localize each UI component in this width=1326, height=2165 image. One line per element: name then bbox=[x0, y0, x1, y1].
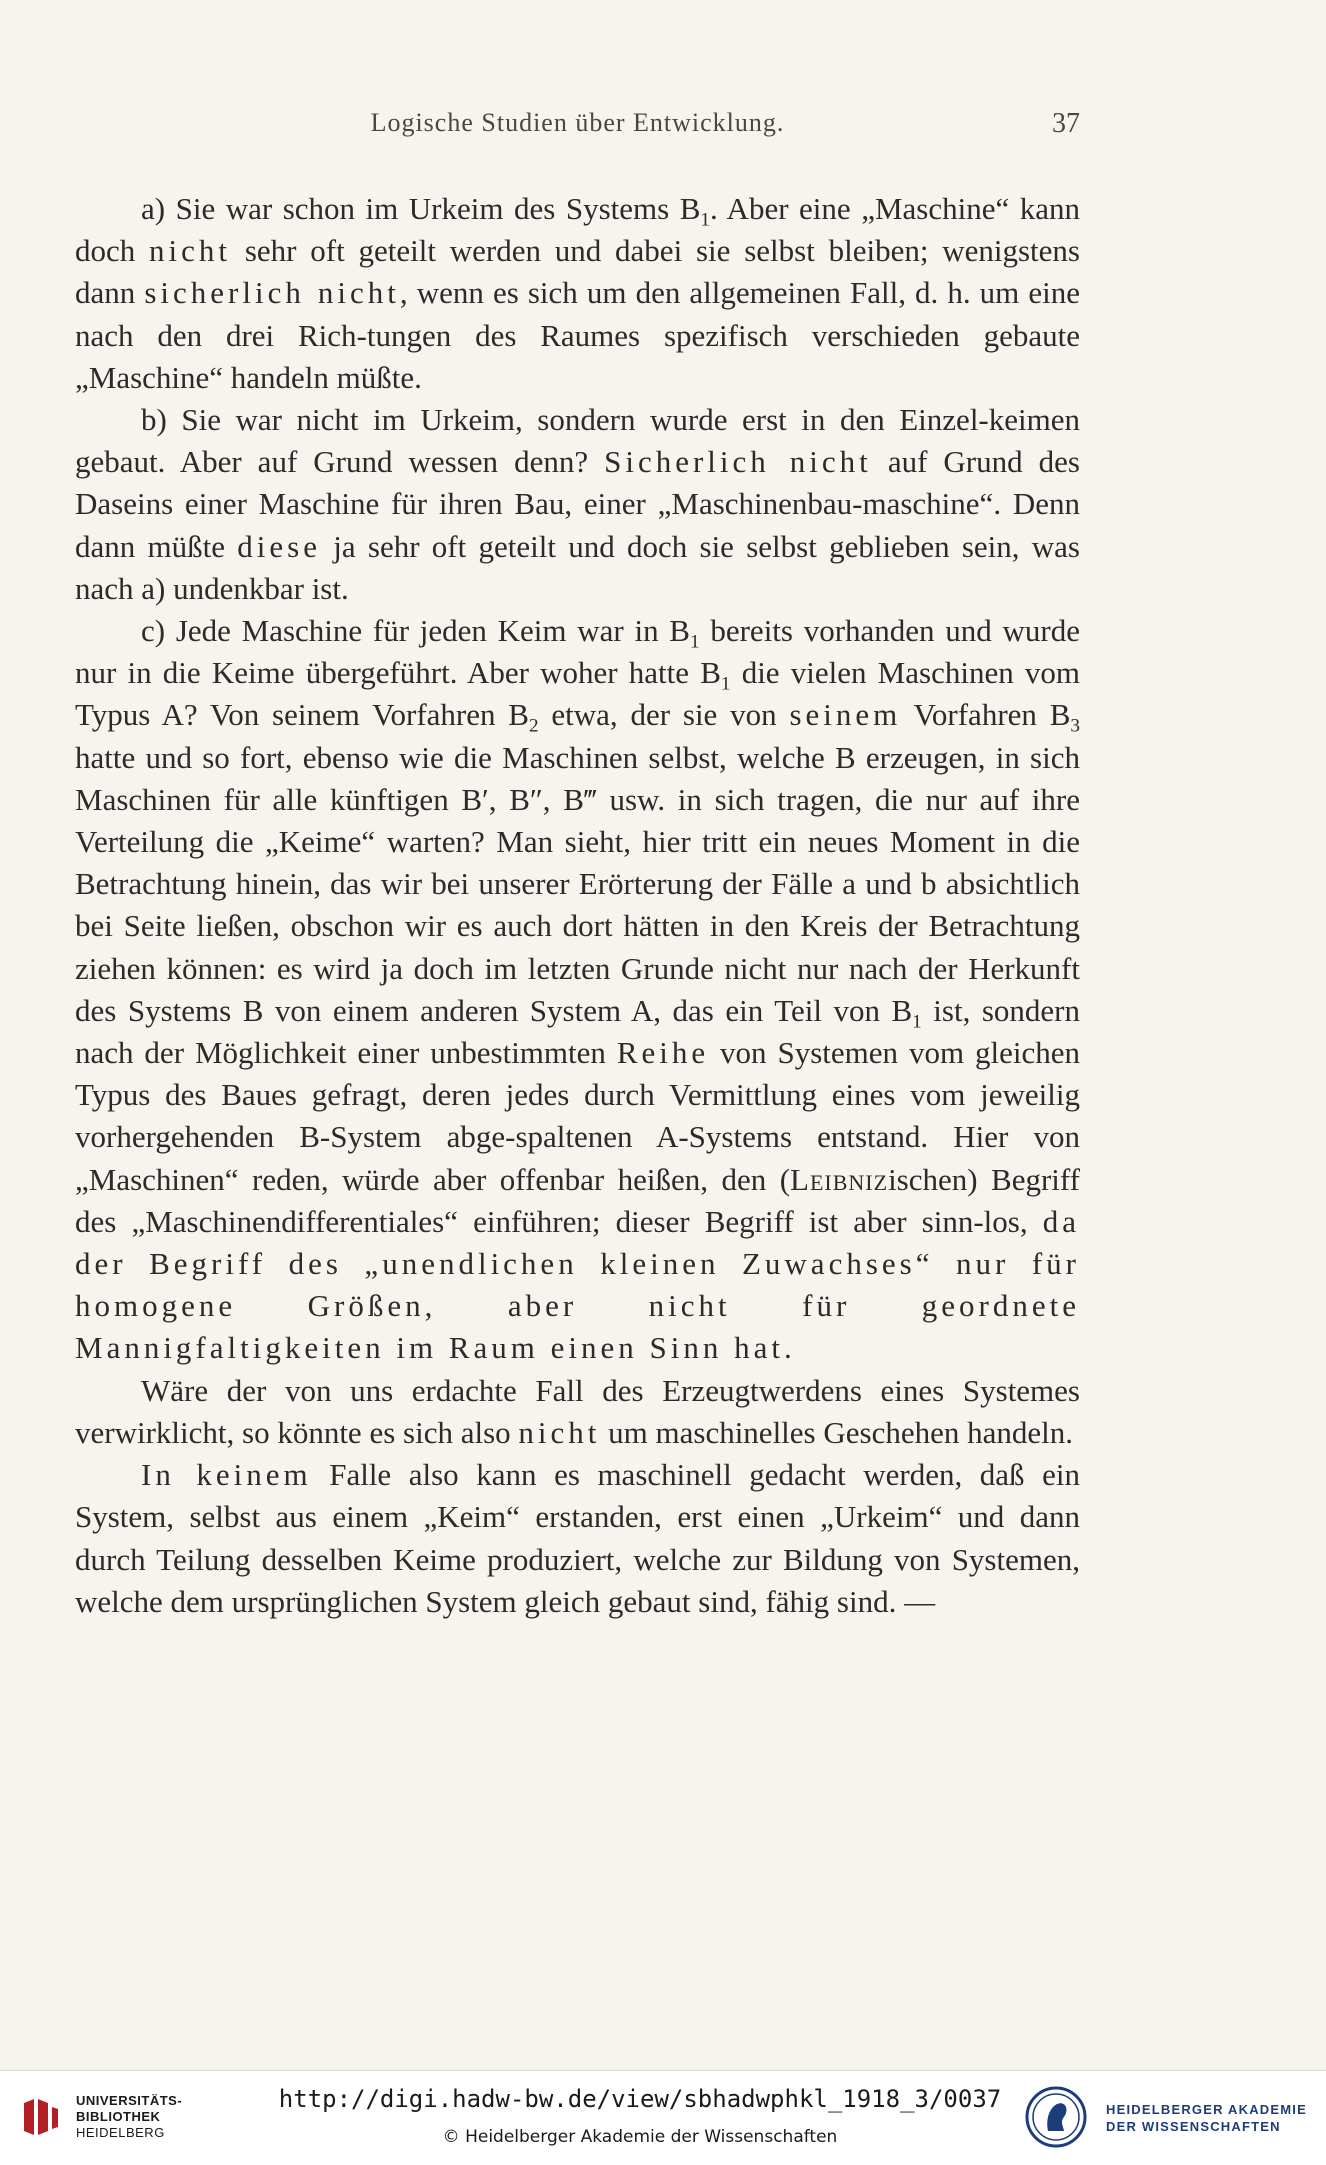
paragraph-d bbox=[75, 1370, 1080, 1454]
subscript: 3 bbox=[1070, 716, 1080, 738]
text-run: hatte und so fort, ebenso wie die Maschinen selbst, welche B erzeugen, in sich Maschinen für alle künftigen B′, B″, B‴ usw. in sich tragen, die nur auf ihre Verteilung die „Keime“ warten? Man sieht, hier tritt ein neues Moment in die Betrachtung hinein, das wir bei unserer Erörterung der Fälle a und b absichtlich bei Seite ließen, obschon wir es auch dort hätten in den Kreis der Betrachtung ziehen können: es wird ja doch im letzten Grunde nicht nur nach der Herkunft des Systems B von einem anderen System A, das ein Teil von B bbox=[75, 739, 1080, 1028]
academy-name bbox=[1106, 2101, 1307, 2135]
emphasis-spaced: seinem bbox=[789, 697, 902, 733]
text-run: b) Sie war nicht im Urkeim, sondern wurde erst in den Einzel-keimen gebaut. Aber auf Grund wessen denn? bbox=[75, 402, 1080, 480]
emphasis-spaced: Reihe bbox=[616, 1035, 710, 1071]
text-run: ischen) Begriff des „Maschinendifferentiales“ einführen; dieser Begriff ist aber sinn-los, bbox=[75, 1161, 1080, 1239]
emphasis-spaced: Sicherlich nicht bbox=[604, 444, 872, 480]
library-line-2: BIBLIOTHEK bbox=[76, 2109, 161, 2124]
library-line-1: UNIVERSITÄTS- bbox=[76, 2093, 183, 2108]
text-run: etwa, der sie von bbox=[538, 697, 790, 733]
emphasis-spaced: nicht bbox=[149, 233, 232, 269]
paragraph-b bbox=[75, 399, 1080, 610]
text-run: Vorfahren B bbox=[901, 697, 1071, 733]
page-header bbox=[75, 108, 1080, 148]
library-name bbox=[76, 2093, 182, 2141]
text-run: . Aber eine „Maschine“ kann doch bbox=[75, 191, 1080, 269]
permalink-url[interactable]: http://digi.hadw-bw.de/view/sbhadwphkl_1918_3/0037 bbox=[278, 2085, 1002, 2113]
academy-seal-icon bbox=[1024, 2085, 1088, 2149]
subscript: 1 bbox=[912, 1011, 922, 1033]
text-run: auf Grund des Daseins einer Maschine für ihren Bau, einer „Maschinenbau-maschine“. Denn dann müßte bbox=[75, 444, 1080, 564]
paragraph-e bbox=[75, 1454, 1080, 1623]
running-title: Logische Studien über Entwicklung. bbox=[370, 108, 785, 137]
text-run: ist, sondern nach der Möglichkeit einer unbestimmten bbox=[75, 992, 1080, 1071]
text-run: sehr oft geteilt werden und dabei sie selbst bleiben; wenigstens dann bbox=[75, 233, 1080, 311]
page-number: 37 bbox=[1052, 108, 1080, 139]
text-run: , wenn es sich um den allgemeinen Fall, d. h. um eine nach den drei Rich-tungen des Raumes spezifisch verschieden gebaute „Maschine“ handeln müßte. bbox=[75, 275, 1080, 395]
emphasis-spaced: sicherlich nicht bbox=[144, 275, 400, 311]
academy-line-1: HEIDELBERGER AKADEMIE bbox=[1106, 2102, 1307, 2117]
viewer-footer bbox=[0, 2070, 1326, 2165]
subscript: 1 bbox=[690, 631, 700, 653]
emphasis-spaced: da der Begriff des „unendlichen kleinen Zuwachses“ nur für homogene Größen, aber nicht für geordnete Mannigfaltigkeiten im Raum einen Sinn hat bbox=[75, 1203, 1080, 1366]
paragraph-c bbox=[75, 610, 1080, 1370]
library-line-3: HEIDELBERG bbox=[76, 2125, 165, 2140]
copyright-notice: © Heidelberger Akademie der Wissenschaften bbox=[442, 2127, 838, 2147]
emphasis-spaced: nicht bbox=[518, 1414, 601, 1450]
academy-line-2: DER WISSENSCHAFTEN bbox=[1106, 2119, 1281, 2134]
text-run: die vielen Maschinen vom Typus A? Von seinem Vorfahren B bbox=[75, 655, 1080, 733]
text-run: Falle also kann es maschinell gedacht werden, daß ein System, selbst aus einem „Keim“ erstanden, erst einen „Urkeim“ und dann durch Teilung desselben Keime produziert, welche zur Bildung von Systemen, welche dem ursprünglichen System gleich gebaut sind, fähig sind. — bbox=[75, 1457, 1080, 1619]
emphasis-spaced: diese bbox=[237, 528, 321, 564]
text-run: bereits vorhanden und wurde nur in die Keime übergeführt. Aber woher hatte B bbox=[75, 613, 1081, 691]
text-run: ja sehr oft geteilt und doch sie selbst geblieben sein, was nach a) undenkbar ist. bbox=[75, 528, 1080, 606]
subscript: 2 bbox=[528, 716, 539, 738]
text-run: a) Sie war schon im Urkeim des Systems B bbox=[141, 191, 701, 226]
small-caps-name: Leibniz bbox=[790, 1161, 889, 1197]
text-run: Wäre der von uns erdachte Fall des Erzeugtwerdens eines Systemes verwirklicht, so könnte es sich also bbox=[75, 1372, 1080, 1450]
text-run: um maschinelles Geschehen handeln. bbox=[600, 1414, 1073, 1450]
emphasis-spaced: In keinem bbox=[141, 1457, 312, 1493]
university-library-emblem-icon bbox=[14, 2091, 66, 2143]
paragraph-a bbox=[75, 188, 1080, 399]
text-run: c) Jede Maschine für jeden Keim war in B bbox=[141, 613, 690, 649]
subscript: 1 bbox=[700, 209, 710, 231]
text-run: . bbox=[783, 1330, 792, 1366]
subscript: 1 bbox=[720, 673, 731, 695]
text-run: von Systemen vom gleichen Typus des Baues gefragt, deren jedes durch Vermittlung eines vom jeweilig vorhergehenden B-System abge-spaltenen A-Systems entstand. Hier von „Maschinen“ reden, würde aber offenbar heißen, den ( bbox=[75, 1035, 1080, 1197]
body-text bbox=[75, 188, 1080, 1623]
